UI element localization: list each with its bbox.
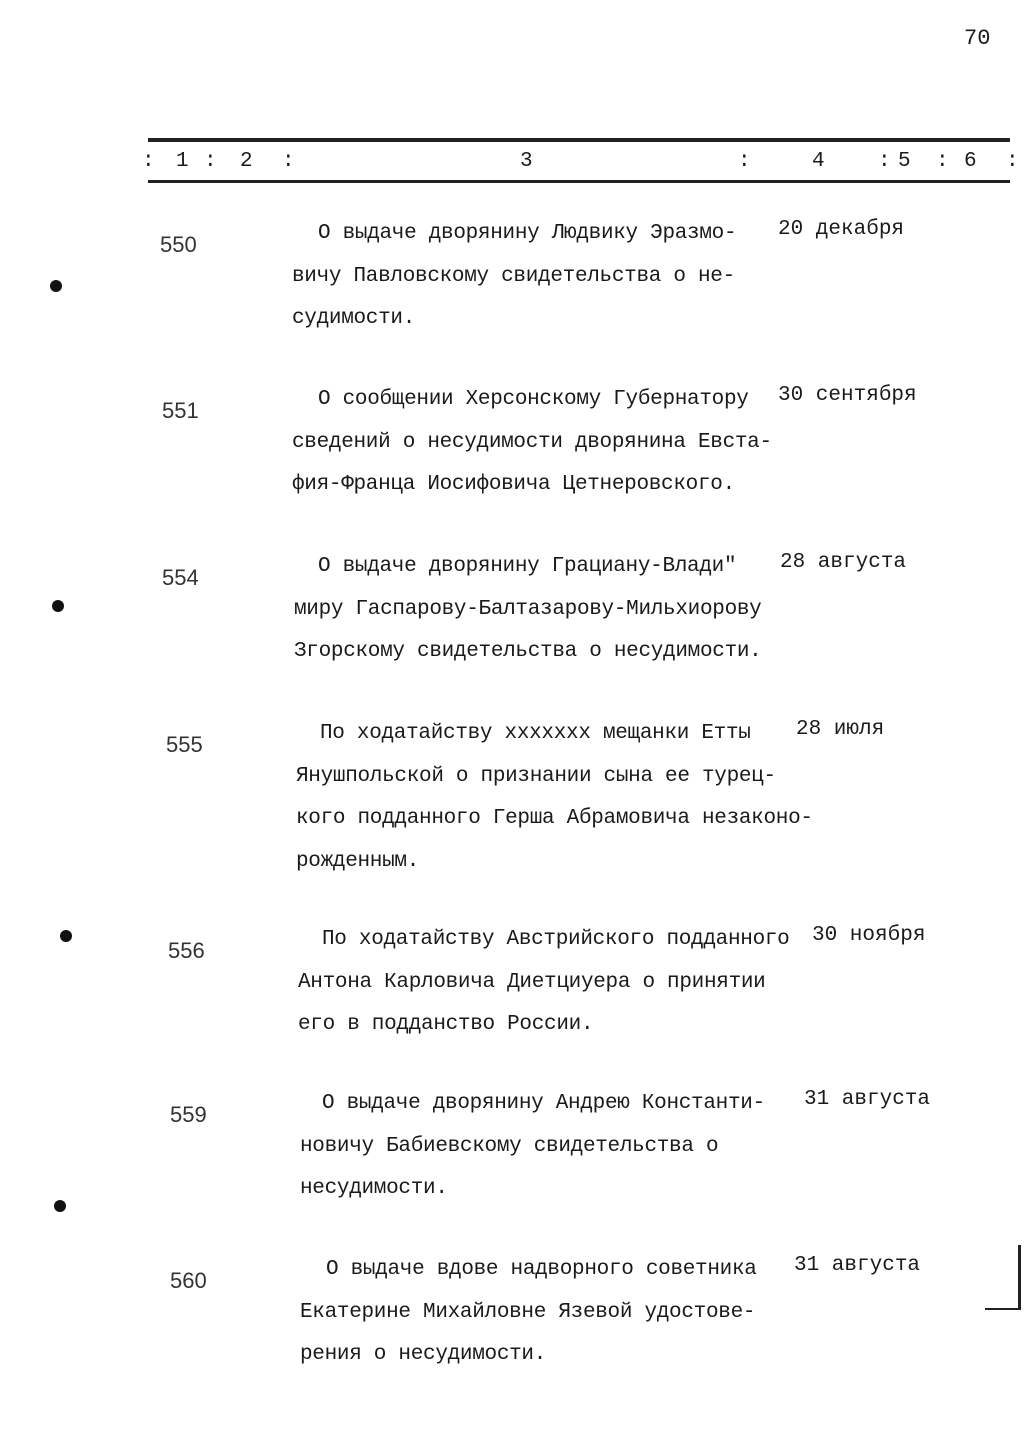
table-top-rule xyxy=(148,138,1010,142)
entry-date: 31 августа xyxy=(794,1254,921,1277)
entry-text-line: новичу Бабиевскому свидетельства о xyxy=(300,1134,719,1158)
entry-text-line: Янушпольской о признании сына ее турец- xyxy=(296,764,776,788)
entry-text-line: Антона Карловича Диетциуера о принятии xyxy=(298,970,766,994)
punch-hole-mark xyxy=(52,600,64,612)
entry-text-line: его в подданство России. xyxy=(298,1013,594,1036)
punch-hole-mark xyxy=(54,1200,66,1212)
column-separator: : xyxy=(738,150,751,173)
punch-hole-mark xyxy=(60,930,72,942)
column-separator: : xyxy=(878,150,891,173)
entry-date: 20 декабря xyxy=(778,218,905,241)
entry-text-line: О сообщении Херсонскому Губернатору xyxy=(318,388,749,411)
column-header-2: 2 xyxy=(240,150,253,173)
entry-text-line: вичу Павловскому свидетельства о не- xyxy=(292,264,735,288)
table-header-rule xyxy=(148,180,1010,183)
entry-text-line: По ходатайству xxxxxxx мещанки Етты xyxy=(320,722,751,745)
entry-number: 560 xyxy=(170,1268,207,1293)
entry-number: 556 xyxy=(168,938,205,963)
entry-text-line: сведений о несудимости дворянина Евста- xyxy=(292,430,772,454)
entry-text-line: судимости. xyxy=(292,307,416,330)
entry-text-line: О выдаче дворянину Грациану-Влади" xyxy=(318,555,737,578)
entry-text-line: рения о несудимости. xyxy=(300,1343,547,1366)
entry-number: 551 xyxy=(162,398,199,423)
entry-text-line: Згорскому свидетельства о несудимости. xyxy=(294,640,762,663)
punch-hole-mark xyxy=(50,280,62,292)
page-number: 70 xyxy=(964,26,991,51)
entry-date: 28 августа xyxy=(780,551,907,574)
entry-text-line: рожденным. xyxy=(296,849,420,873)
entry-date: 30 ноября xyxy=(812,924,926,947)
column-header-1: 1 xyxy=(176,150,189,173)
entry-date: 30 сентября xyxy=(778,384,917,407)
entry-text-line: фия-Франца Иосифовича Цетнеровского. xyxy=(292,473,735,496)
column-header-4: 4 xyxy=(812,150,825,173)
column-separator: : xyxy=(1006,150,1019,173)
entry-number: 555 xyxy=(166,732,203,757)
entry-text-line: О выдаче вдове надворного советника xyxy=(326,1258,757,1281)
column-separator: : xyxy=(936,150,949,173)
entry-text-line: О выдаче дворянину Андрею Константи- xyxy=(322,1092,765,1115)
entry-text-line: миру Гаспарову-Балтазарову-Мильхиорову xyxy=(294,597,762,621)
column-separator: : xyxy=(204,150,217,173)
column-separator: : xyxy=(142,150,155,173)
margin-bracket-mark xyxy=(1018,1245,1021,1310)
entry-date: 31 августа xyxy=(804,1088,931,1111)
entry-date: 28 июля xyxy=(796,718,885,741)
entry-text-line: О выдаче дворянину Людвику Эразмо- xyxy=(318,222,737,245)
entry-number: 559 xyxy=(170,1102,207,1127)
entry-number: 554 xyxy=(162,565,199,590)
column-separator: : xyxy=(282,150,295,173)
entry-text-line: кого подданного Герша Абрамовича незаконо- xyxy=(296,807,813,830)
entry-text-line: По ходатайству Австрийского подданного xyxy=(322,928,790,951)
column-header-3: 3 xyxy=(520,150,533,173)
margin-tick-mark xyxy=(985,1308,1021,1310)
entry-text-line: Екатерине Михайловне Язевой удостове- xyxy=(300,1300,756,1324)
entry-text-line: несудимости. xyxy=(300,1177,448,1200)
column-header-6: 6 xyxy=(964,150,977,173)
entry-number: 550 xyxy=(160,232,197,257)
column-header-row xyxy=(140,150,1020,178)
column-header-5: 5 xyxy=(898,150,911,173)
